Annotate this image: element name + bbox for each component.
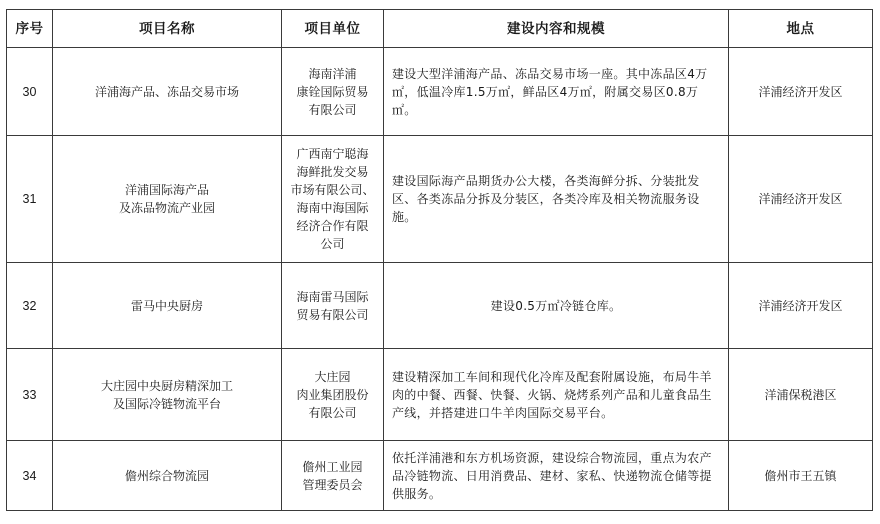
header-location: 地点: [729, 10, 873, 48]
table-header-row: [7, 10, 873, 48]
row-project-name: 大庄园中央厨房精深加工 及国际冷链物流平台: [100, 378, 233, 411]
row-location: 洋浦经济开发区: [729, 263, 873, 349]
row-seq: 32: [7, 263, 53, 349]
row-project-content: 依托洋浦港和东方机场资源，建设综合物流园，重点为农产品冷链物流、日用消费品、建材、家私、快递物流仓储等提供服务。: [384, 441, 729, 511]
project-table: [6, 9, 873, 511]
row-project-content: 建设0.5万㎡冷链仓库。: [384, 263, 729, 349]
row-project-name: 儋州综合物流园: [124, 468, 209, 483]
row-project-name: 洋浦海产品、冻品交易市场: [94, 84, 239, 99]
table-row: [7, 349, 873, 441]
project-table-page: [6, 9, 872, 511]
header-unit: 项目单位: [282, 10, 384, 48]
row-seq: 33: [7, 349, 53, 441]
table-row: [7, 136, 873, 263]
row-project-unit: 大庄园 肉业集团股份 有限公司: [296, 369, 369, 420]
header-name: 项目名称: [53, 10, 282, 48]
row-project-name: 洋浦国际海产品 及冻品物流产业园: [118, 183, 215, 215]
row-seq: 30: [7, 48, 53, 136]
row-seq: 31: [7, 136, 53, 263]
row-location: 儋州市王五镇: [729, 441, 873, 511]
row-location: 洋浦经济开发区: [729, 48, 873, 136]
table-row: [7, 441, 873, 511]
header-content: 建设内容和规模: [384, 10, 729, 48]
table-row: [7, 263, 873, 349]
row-seq: 34: [7, 441, 53, 511]
row-project-unit: 广西南宁聪海 海鲜批发交易 市场有限公司、 海南中海国际 经济合作有限 公司: [290, 147, 375, 251]
row-project-content: 建设精深加工车间和现代化冷库及配套附属设施，布局牛羊肉的中餐、西餐、快餐、火锅、烧烤系列产品和儿童食品生产线，并搭建进口牛羊肉国际交易平台。: [384, 349, 729, 441]
table-row: [7, 48, 873, 136]
row-location: 洋浦保税港区: [729, 349, 873, 441]
row-project-content: 建设大型洋浦海产品、冻品交易市场一座。其中冻品区4万㎡，低温冷库1.5万㎡，鲜品区4万㎡，附属交易区0.8万㎡。: [384, 48, 729, 136]
row-project-name: 雷马中央厨房: [130, 298, 203, 313]
header-seq: 序号: [7, 10, 53, 48]
row-project-unit: 儋州工业园 管理委员会: [302, 459, 363, 492]
row-project-unit: 海南雷马国际 贸易有限公司: [296, 289, 369, 322]
row-project-content: 建设国际海产品期货办公大楼，各类海鲜分拆、分装批发区、各类冻品分拆及分装区，各类冷库及相关物流服务设施。: [384, 136, 729, 263]
row-project-unit: 海南洋浦 康铨国际贸易 有限公司: [296, 66, 369, 117]
row-location: 洋浦经济开发区: [729, 136, 873, 263]
